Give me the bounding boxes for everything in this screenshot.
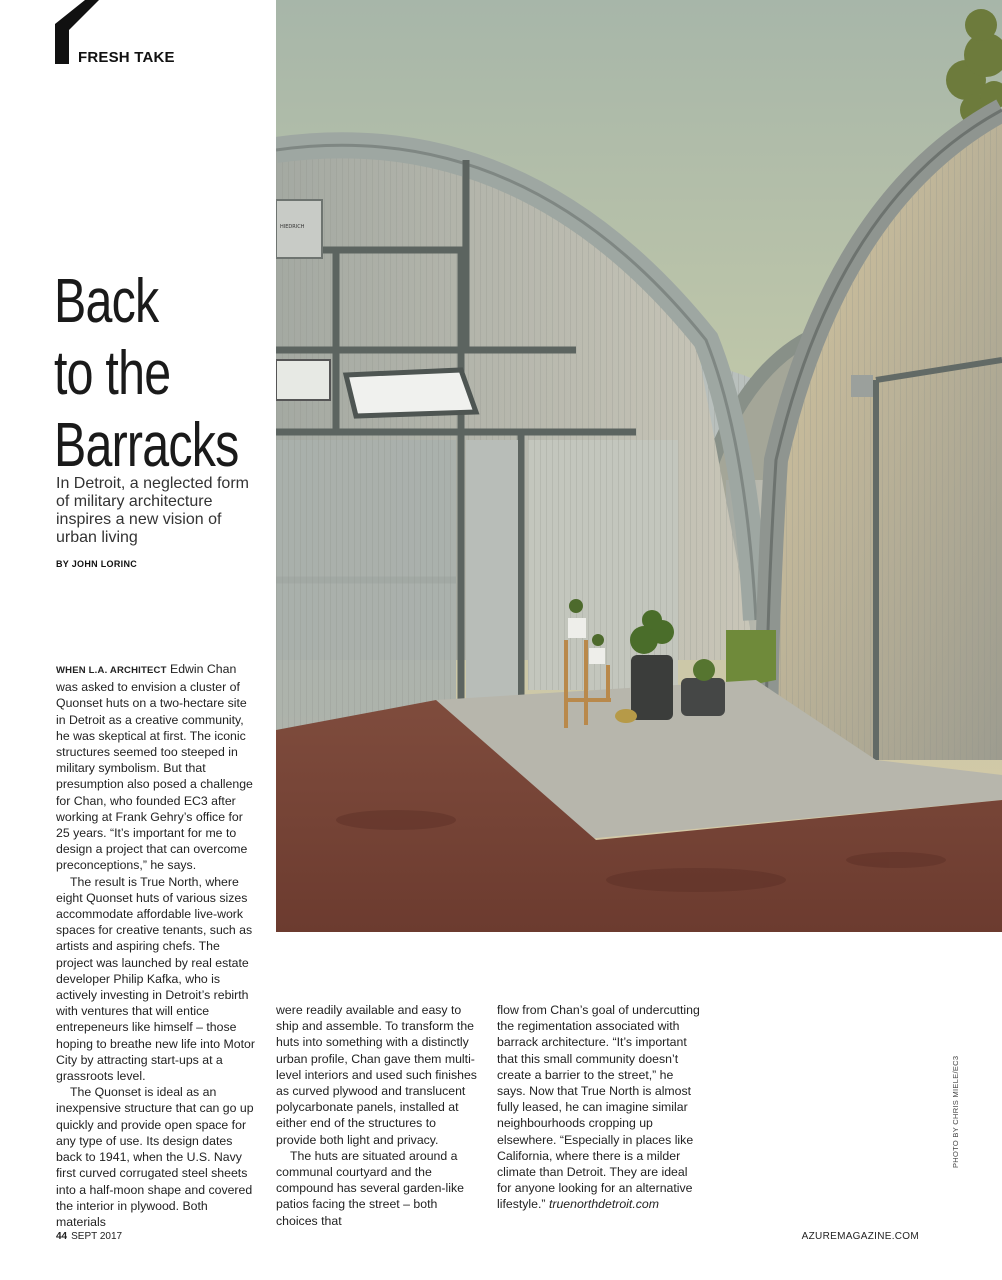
section-label: FRESH TAKE (78, 49, 175, 66)
run-in-lead: WHEN L.A. ARCHITECT (56, 665, 167, 676)
body-column-2 (276, 1002, 478, 1229)
dek: In Detroit, a neglected form of military architecture inspires a new vision of urban living (56, 475, 249, 546)
paragraph-2: The result is True North, where eight Quonset huts of various sizes accommodate affordable live-work spaces for creative tenants, such as artists and aspiring chefs. The project was launched by real estate developer Philip Kafka, who is actively investing in Detroit’s rebirth with ventures that will entice entrepeneurs like himself – those hoping to breathe new life into Motor City by attracting start-ups at a grassroots level. (56, 874, 255, 1084)
website-link[interactable]: truenorthdetroit.com (548, 1197, 659, 1212)
ac-unit-label: HIEDRICH (280, 224, 305, 230)
paragraph-1 (56, 661, 258, 874)
body-column-3 (497, 1002, 702, 1213)
paragraph-4: were readily available and easy to ship and assemble. To transform the huts into something with a distinctly urban profile, Chan gave them multi-level interiors and used such finishes as curved plywood and translucent polycarbonate panels, installed at either end of the structures to provide both light and privacy. (276, 1003, 477, 1147)
hero-photo (276, 0, 1002, 932)
folio (56, 1231, 122, 1242)
paragraph-3: The Quonset is ideal as an inexpensive structure that can go up quickly and provide open space for any type of use. Its design dates back to 1941, when the U.S. Navy first curved corrugated steel sheets into a half-moon shape and covered the interior in plywood. Both materials (56, 1085, 254, 1229)
paragraph-1-text: Edwin Chan was asked to envision a cluster of Quonset huts on a two-hectare site in Detroit as a creative community, he was skeptical at first. The iconic structures seemed too steeped in military symbolism. But that presumption also posed a challenge for Chan, who founded EC3 after working at Frank Gehry’s office for 25 years. “It’s important for me to design a project that can overcome preconceptions,” he says. (56, 662, 253, 873)
paragraph-6 (497, 1002, 702, 1213)
headline-line-2: to the (54, 339, 171, 408)
paragraph-5: The huts are situated around a communal courtyard and the compound has several garden-like patios facing the street – both choices that (276, 1148, 464, 1228)
paragraph-6-text: flow from Chan’s goal of undercutting the regimentation associated with barrack architecture. “It’s important that this small community doesn’t create a barrier to the street,” he says. Now that True North is almost fully leased, he can imagine similar neighbourhoods cropping up elsewhere. “Especially in places like California, where there is a milder climate than Detroit. They are ideal for anyone looking for an alternative lifestyle.” (497, 1003, 700, 1212)
issue-date: SEPT 2017 (71, 1231, 123, 1242)
page-number: 44 (56, 1231, 68, 1242)
body-column-1 (56, 661, 258, 1230)
byline: BY JOHN LORINC (56, 559, 138, 569)
headline-line-1: Back (54, 267, 159, 336)
headline (54, 266, 239, 482)
headline-line-3: Barracks (54, 411, 239, 480)
photo-credit: PHOTO BY CHRIS MIELE/EC3 (951, 1055, 960, 1168)
magazine-site: AZUREMAGAZINE.COM (801, 1231, 919, 1242)
